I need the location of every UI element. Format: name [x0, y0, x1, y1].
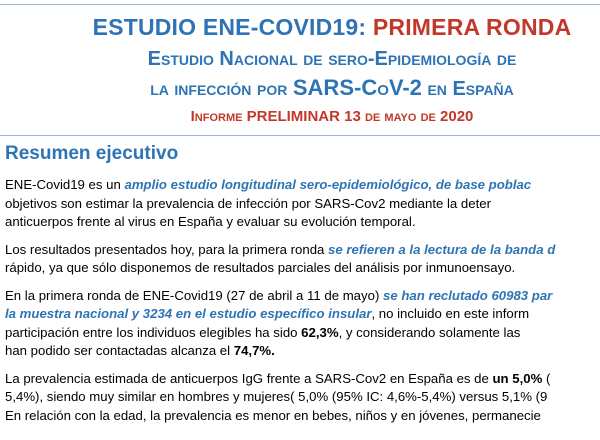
text-run: En la primera ronda de ENE-Covid19 (27 de abril a 11 de mayo): [5, 287, 383, 303]
report-label: Informe: [190, 108, 247, 125]
text-line: [5, 342, 600, 361]
text-line: anticuerpos frente al virus en España y evaluar su evolución temporal.: [5, 214, 416, 229]
section-title: Resumen ejecutivo: [5, 143, 179, 164]
text-run: , no incluido en este inform: [371, 306, 530, 321]
text-line: [5, 241, 600, 260]
document-body: [5, 176, 600, 434]
text-run: han podido ser contactadas alcanza el: [5, 343, 234, 358]
highlight-text: se refieren a la lectura de la banda d: [328, 241, 556, 257]
bold-value: 62,3%: [301, 324, 339, 340]
text-line: 5,4%), siendo muy similar en hombres y mujeres( 5,0% (95% IC: 4,6%-5,4%) versus 5,1% (9: [5, 389, 548, 404]
text-run: ENE-Covid19 es un: [5, 177, 125, 192]
report-date: [64, 107, 600, 126]
text-line: objetivos son estimar la prevalencia de infección por SARS-Cov2 mediante la deter: [5, 195, 491, 211]
text-line: [5, 305, 600, 324]
text-line: En relación con la edad, la prevalencia es menor en bebes, niños y en jóvenes, permanecie: [5, 407, 541, 423]
subtitle-country: en España: [421, 78, 514, 100]
paragraph: [5, 370, 600, 426]
title-study-name: ESTUDIO ENE-COVID19:: [92, 14, 373, 40]
text-run: participación entre los individuos elegibles ha sido: [5, 324, 302, 340]
title-round: PRIMERA RONDA: [372, 14, 572, 40]
paragraph: [5, 287, 600, 361]
highlight-text: se han reclutado 60983 par: [383, 287, 553, 303]
top-divider: [0, 4, 600, 5]
paragraph: [5, 241, 600, 278]
subtitle-virus: SARS-CoV-2: [292, 75, 422, 100]
main-title: [64, 14, 600, 41]
text-line: rápido, ya que sólo disponemos de resultados parciales del análisis por inmunoensayo.: [5, 260, 516, 275]
report-preliminar: PRELIMINAR 13: [246, 108, 361, 125]
highlight-text: la muestra nacional y 3234 en el estudio específico insular: [5, 306, 372, 321]
subtitle-line-1: Estudio Nacional de sero-Epidemiología de: [147, 48, 517, 70]
subtitle-line-2: [64, 75, 600, 102]
subtitle-text: la infección por: [150, 78, 293, 100]
report-date-text: de mayo de 2020: [360, 108, 474, 125]
text-line: [5, 324, 600, 343]
text-line: [5, 370, 600, 389]
highlight-text: amplio estudio longitudinal sero-epidemiológico, de base poblac: [124, 177, 532, 192]
text-line: [5, 287, 600, 306]
text-run: Los resultados presentados hoy, para la primera ronda: [5, 241, 329, 257]
header-divider: [0, 135, 600, 136]
text-line: [5, 176, 600, 195]
text-run: (: [542, 370, 551, 386]
bold-value: 74,7%.: [233, 343, 275, 358]
text-run: La prevalencia estimada de anticuerpos IgG frente a SARS-Cov2 en España es de: [5, 370, 493, 386]
document-header: [0, 14, 600, 126]
text-run: , y considerando solamente las: [338, 324, 521, 340]
bold-value: un 5,0%: [492, 370, 543, 386]
paragraph: [5, 176, 600, 232]
